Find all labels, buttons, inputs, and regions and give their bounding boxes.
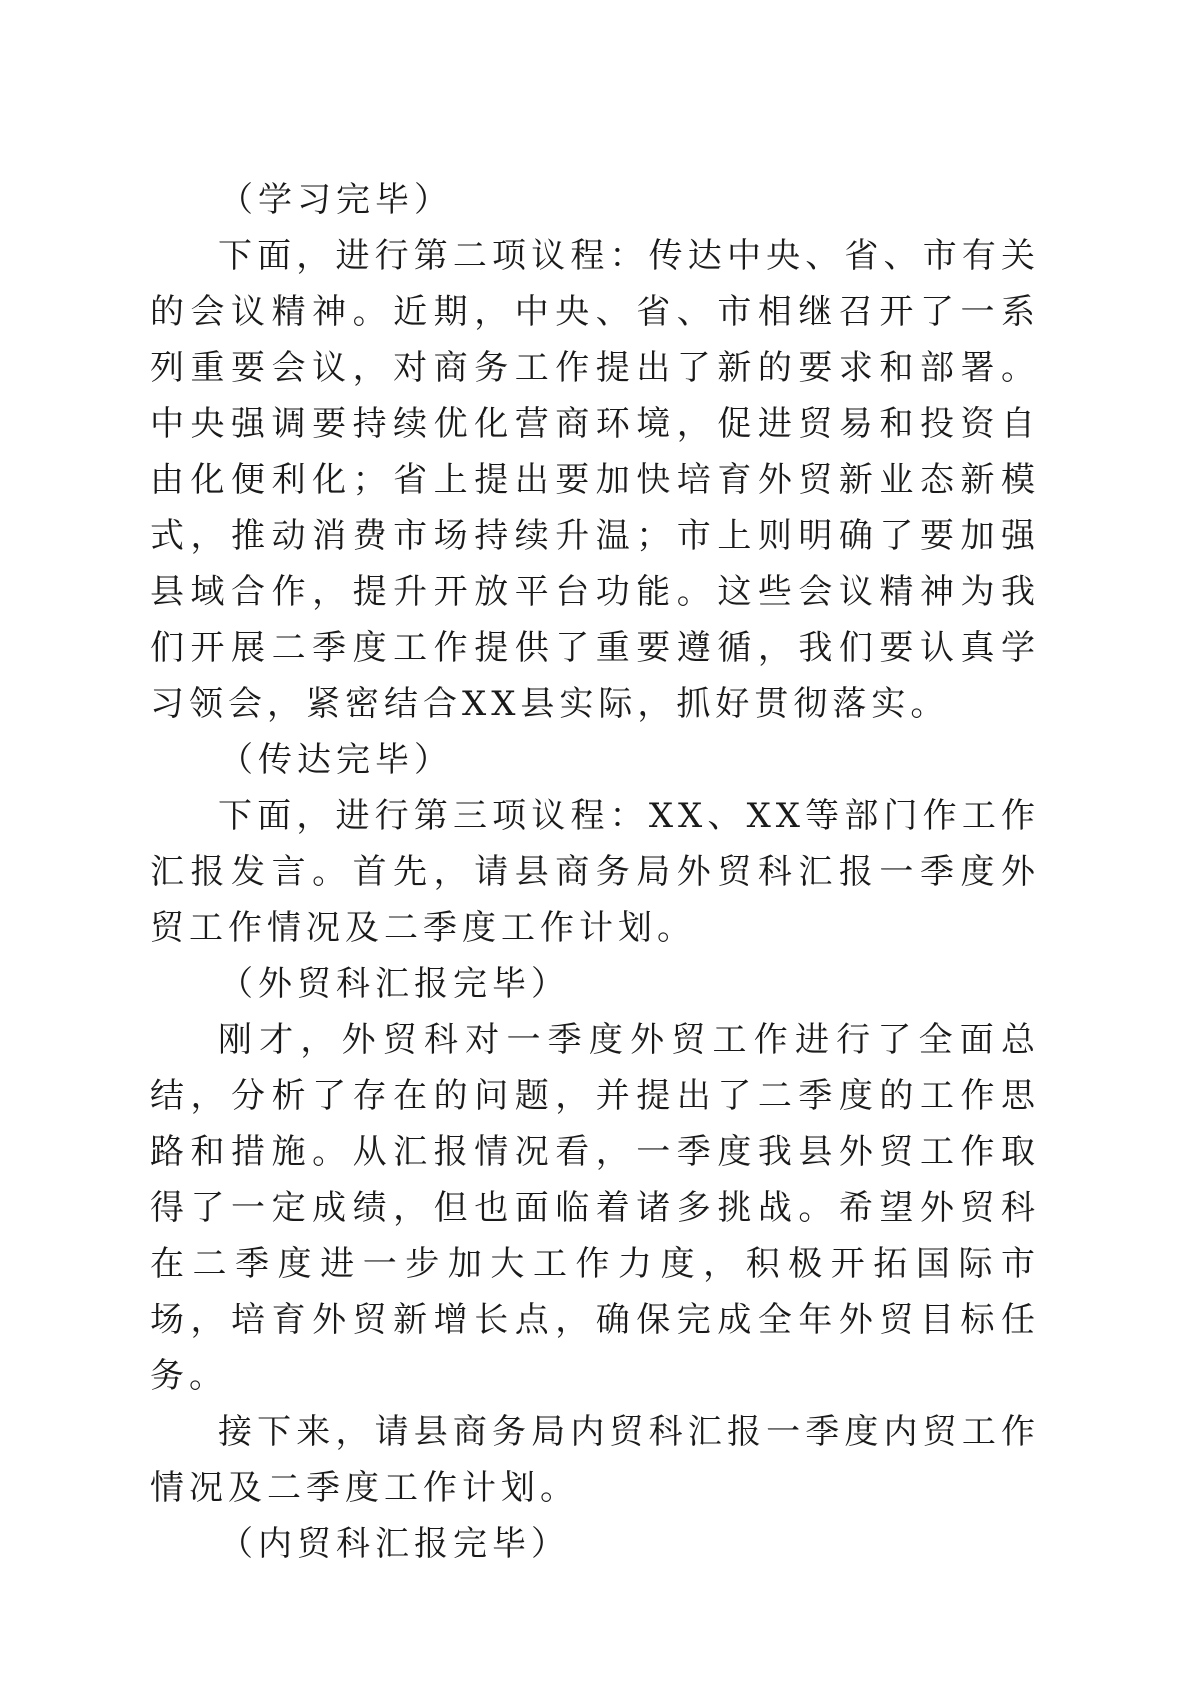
paragraph-domestic-trade-intro: 接下来，请县商务局内贸科汇报一季度内贸工作情况及二季度工作计划。 — [150, 1412, 1040, 1508]
note-domestic-trade-report-complete: （内贸科汇报完毕） — [219, 1524, 570, 1564]
paragraph-foreign-trade-summary: 刚才，外贸科对一季度外贸工作进行了全面总结，分析了存在的问题，并提出了二季度的工作思路和措施。从汇报情况看，一季度我县外贸工作取得了一定成绩，但也面临着诸多挑战。希望外贸科在二季度进一步加大工作力度，积极开拓国际市场，培育外贸新增长点，确保完成全年外贸目标任务。 — [150, 1020, 1040, 1396]
note-foreign-trade-report-complete: （外贸科汇报完毕） — [219, 964, 570, 1004]
paragraph-agenda-item-three: 下面，进行第三项议程：XX、XX等部门作工作汇报发言。首先，请县商务局外贸科汇报一季度外贸工作情况及二季度工作计划。 — [150, 796, 1040, 948]
note-study-complete: （学习完毕） — [219, 180, 453, 220]
document-body — [150, 172, 1040, 1572]
note-relay-complete: （传达完毕） — [219, 740, 453, 780]
paragraph-agenda-item-two: 下面，进行第二项议程：传达中央、省、市有关的会议精神。近期，中央、省、市相继召开了一系列重要会议，对商务工作提出了新的要求和部署。中央强调要持续优化营商环境，促进贸易和投资自由化便利化；省上提出要加快培育外贸新业态新模式，推动消费市场持续升温；市上则明确了要加强县域合作，提升开放平台功能。这些会议精神为我们开展二季度工作提供了重要遵循，我们要认真学习领会，紧密结合XX县实际，抓好贯彻落实。 — [150, 236, 1040, 724]
